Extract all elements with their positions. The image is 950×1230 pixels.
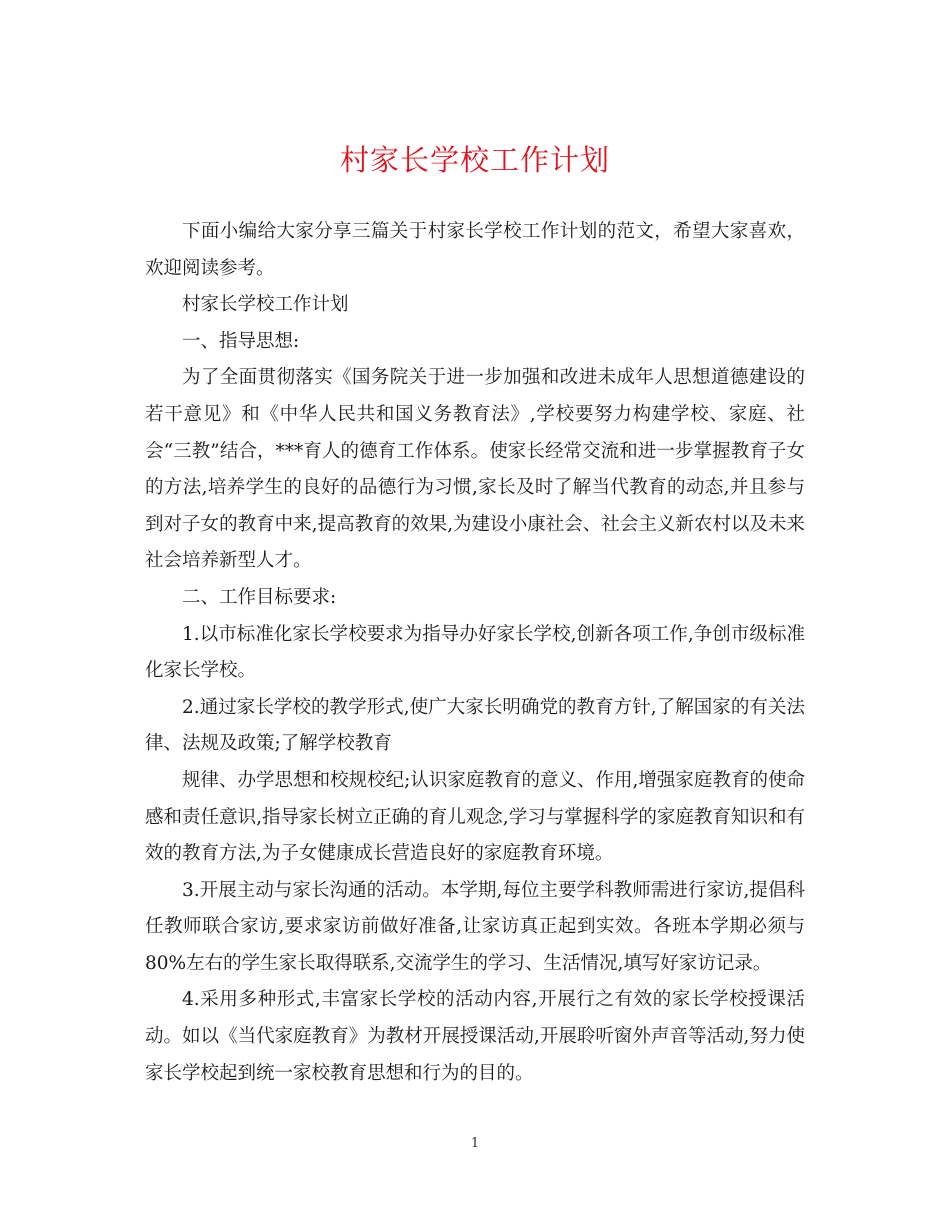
goal-item-1: 1.以市标准化家长学校要求为指导办好家长学校,创新各项工作,争创市级标准化家长学校。: [145, 623, 805, 682]
section-heading-goals: 二、工作目标要求:: [182, 586, 337, 608]
page-number: 1: [470, 1136, 480, 1151]
goal-item-2-continued: 规律、办学思想和校规校纪;认识家庭教育的意义、作用,增强家庭教育的使命感和责任意识,指导家长树立正确的育儿观念,学习与掌握科学的家庭教育知识和有效的教育方法,为子女健康成长营造良好的家庭教育环境。: [145, 769, 805, 865]
section-heading-plan: 村家长学校工作计划: [182, 294, 349, 316]
document-body: [145, 214, 805, 1092]
goal-item-2: 2.通过家长学校的教学形式,使广大家长明确党的教育方针,了解国家的有关法律、法规及政策;了解学校教育: [145, 696, 805, 755]
document-title: 村家长学校工作计划: [339, 143, 610, 177]
goal-item-4: 4.采用多种形式,丰富家长学校的活动内容,开展行之有效的家长学校授课活动。如以《当代家庭教育》为教材开展授课活动,开展聆听窗外声音等活动,努力使家长学校起到统一家校教育思想和行为的目的。: [145, 989, 805, 1084]
intro-paragraph: 下面小编给大家分享三篇关于村家长学校工作计划的范文，希望大家喜欢，欢迎阅读参考。: [145, 221, 805, 279]
section-heading-guiding-thought: 一、指导思想:: [182, 330, 300, 352]
goal-item-3: 3.开展主动与家长沟通的活动。本学期,每位主要学科教师需进行家访,提倡科任教师联合家访,要求家访前做好准备,让家访真正起到实效。各班本学期必须与80%左右的学生家长取得联系,交流学生的学习、生活情况,填写好家访记录。: [145, 879, 805, 974]
guiding-thought-paragraph: 为了全面贯彻落实《国务院关于进一步加强和改进未成年人思想道德建设的若干意见》和《中华人民共和国义务教育法》,学校要努力构建学校、家庭、社会“三教”结合，***育人的德育工作体系。使家长经常交流和进一步掌握教育子女的方法,培养学生的良好的品德行为习惯,家长及时了解当代教育的动态,并且参与到对子女的教育中来,提高教育的效果,为建设小康社会、社会主义新农村以及未来社会培养新型人才。: [145, 367, 805, 572]
